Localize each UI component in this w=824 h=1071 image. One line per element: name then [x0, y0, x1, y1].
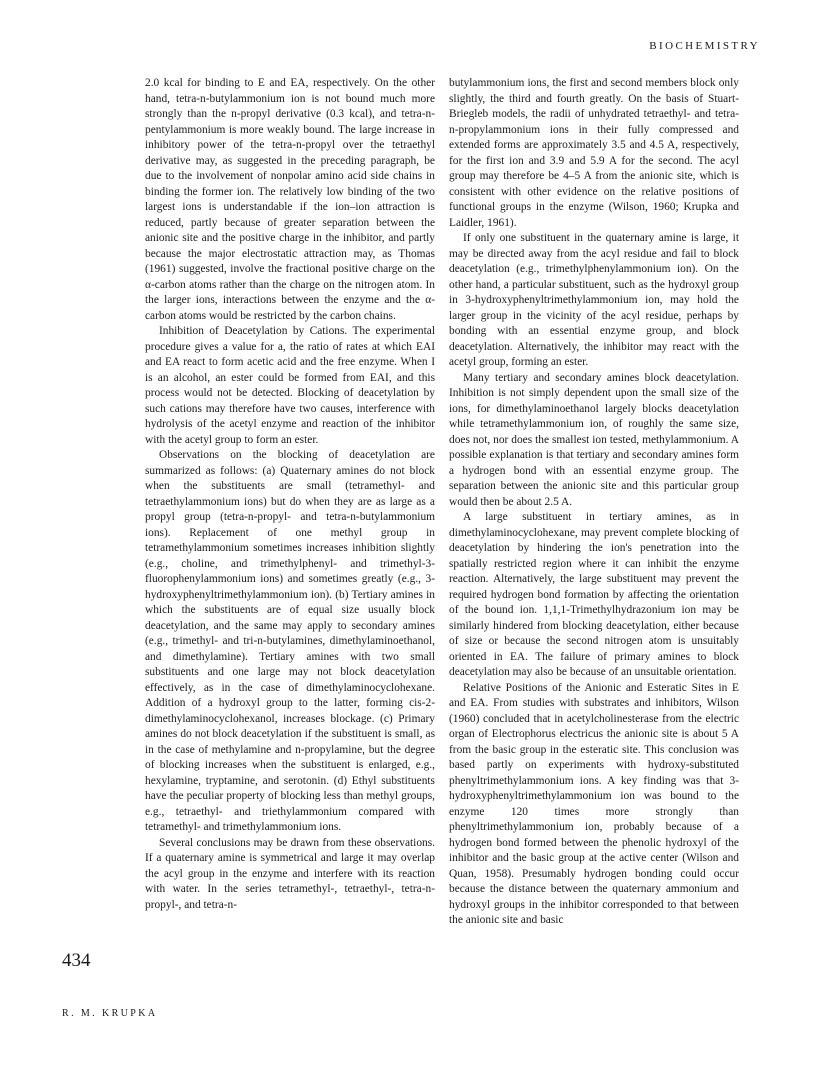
paragraph: Inhibition of Deacetylation by Cations. The experimental procedure gives a value for a, the ratio of rates at which EAI and EA react to form acetic acid and the free enzyme. When I is an alcohol, an ester could be formed from EAI, and this process would not be detected. Blocking of deacetylation by such cations may therefore have two causes, interference with hydrolysis of the acetyl enzyme and reaction of the inhibitor with the acetyl group to form an ester. [145, 325, 435, 446]
left-column [145, 76, 435, 913]
paragraph: 2.0 kcal for binding to E and EA, respectively. On the other hand, tetra-n-butylammonium ion is not bound much more strongly than the n-propyl derivative (0.3 kcal), and tetra-n-pentylammonium is more weakly bound. The large increase in inhibitory power of the tetra-n-propyl over the tetraethyl derivative may, as suggested in the preceding paragraph, be due to the involvement of nonpolar amino acid side chains in binding the former ion. The relatively low binding of the two largest ions is understandable if the ion–ion attraction is reduced, partly because of greater separation between the anionic site and the positive charge in the inhibitor, and partly because the major electrostatic attraction may, as Thomas (1961) suggested, involve the fractional positive charge on the α-carbon atoms rather than the charge on the nitrogen atom. In the larger ions, interactions between the enzyme and the α-carbon atoms would be restricted by the carbon chains. [145, 77, 435, 322]
paragraph: Relative Positions of the Anionic and Esteratic Sites in E and EA. From studies with substrates and inhibitors, Wilson (1960) concluded that in acetylcholinesterase from the electric organ of Electrophorus electricus the anionic site is about 5 A from the basic group in the esteratic site. This conclusion was based partly on experiments with hydroxy-substituted phenyltrimethylammonium ions. A key finding was that 3-hydroxyphenyltrimethylammonium ion was bound to the enzyme 120 times more strongly than phenyltrimethylammonium ion, probably because of a hydrogen bond formed between the phenolic hydroxyl of the inhibitor and the basic group at the active center (Wilson and Quan, 1958). Presumably hydrogen bonding could occur because the distance between the quaternary ammonium and hydroxyl groups in the inhibitor corresponded to that between the anionic site and basic [449, 681, 739, 926]
right-column [449, 76, 739, 929]
author-name: R. M. KRUPKA [62, 1008, 158, 1019]
journal-title: BIOCHEMISTRY [649, 40, 760, 52]
paragraph: If only one substituent in the quaternary amine is large, it may be directed away from the acyl residue and fail to block deacetylation (e.g., trimethylphenylammonium ion). On the other hand, a particular substituent, such as the hydroxyl group in 3-hydroxyphenyltrimethylammonium ion, may hold the larger group in the vicinity of the acyl residue, perhaps by bonding with an essential enzyme group, and block deacetylation. Alternatively, the inhibitor may react with the acetyl group, forming an ester. [449, 232, 739, 368]
paragraph: butylammonium ions, the first and second members block only slightly, the third and fourth greatly. On the basis of Stuart-Briegleb models, the radii of unhydrated tetraethyl- and tetra-n-propylammonium ions in their fully compressed and extended forms are approximately 3.5 and 4.5 A, respectively, for the first ion and 3.9 and 5.9 A for the second. The acyl group may therefore be 4–5 A from the anionic site, which is consistent with other evidence on the relative positions of functional groups in the enzyme (Wilson, 1960; Krupka and Laidler, 1961). [449, 77, 739, 229]
paragraph: Many tertiary and secondary amines block deacetylation. Inhibition is not simply dependent upon the small size of the ions, for dimethylaminoethanol largely blocks deacetylation while tetramethylammonium ion, of roughly the same size, does not, nor does the smallest ion tested, methylammonium. A possible explanation is that tertiary and secondary amines form a hydrogen bond with an essential enzyme group. The separation between the anionic site and this particular group would then be about 2.5 A. [449, 371, 739, 508]
paragraph: A large substituent in tertiary amines, as in dimethylaminocyclohexane, may prevent complete blocking of deacetylation by hindering the ion's penetration into the spatially restricted region where it can inhibit the enzyme reaction. Alternatively, the large substituent may prevent the required hydrogen bond formation by affecting the orientation of the bound ion. 1,1,1-Trimethylhydrazonium ion may be similarly hindered from blocking deacetylation, either because of size or because the second nitrogen atom is unsuitably oriented in EA. The failure of primary amines to block deacetylation may also be because of an unsuitable orientation. [449, 511, 739, 678]
paragraph: Observations on the blocking of deacetylation are summarized as follows: (a) Quaternary amines do not block when the substituents are small (tetramethyl- and tetraethylammonium ions) but do when they are as large as a propyl group (tetra-n-propyl- and tetra-n-butylammonium ions). Replacement of one methyl group in tetramethylammonium sometimes increases inhibition slightly (e.g., choline, and trimethylphenyl- and trimethyl-3-fluorophenylammonium ions) and sometimes greatly (e.g., 3-hydroxyphenyltrimethylammonium ion). (b) Tertiary amines in which the substituents are of equal size usually block deacetylation, and the same may apply to secondary amines (e.g., trimethyl- and tri-n-butylamines, dimethylaminoethanol, and dimethylamine). Tertiary amines with two small substituents and one large may not block deacetylation effectively, as in the case of dimethylaminocyclohexane. Addition of a hydroxyl group to the latter, forming cis-2-dimethylaminocyclohexanol, increases blockage. (c) Primary amines do not block deacetylation if the substituent is small, as in the case of methylamine and n-propylamine, but the degree of blocking increases when the substituent is enlarged, e.g., hexylamine, tryptamine, and serotonin. (d) Ethyl substituents have the peculiar property of blocking less than methyl groups, e.g., tetraethyl- and triethylammonium compared with tetramethyl- and trimethylammonium ions. [145, 449, 435, 833]
page-number: 434 [62, 950, 91, 971]
paragraph: Several conclusions may be drawn from these observations. If a quaternary amine is symmetrical and large it may overlap the acyl group in the enzyme and interfere with its reaction with water. In the series tetramethyl-, tetraethyl-, tetra-n-propyl-, and tetra-n- [145, 836, 435, 911]
